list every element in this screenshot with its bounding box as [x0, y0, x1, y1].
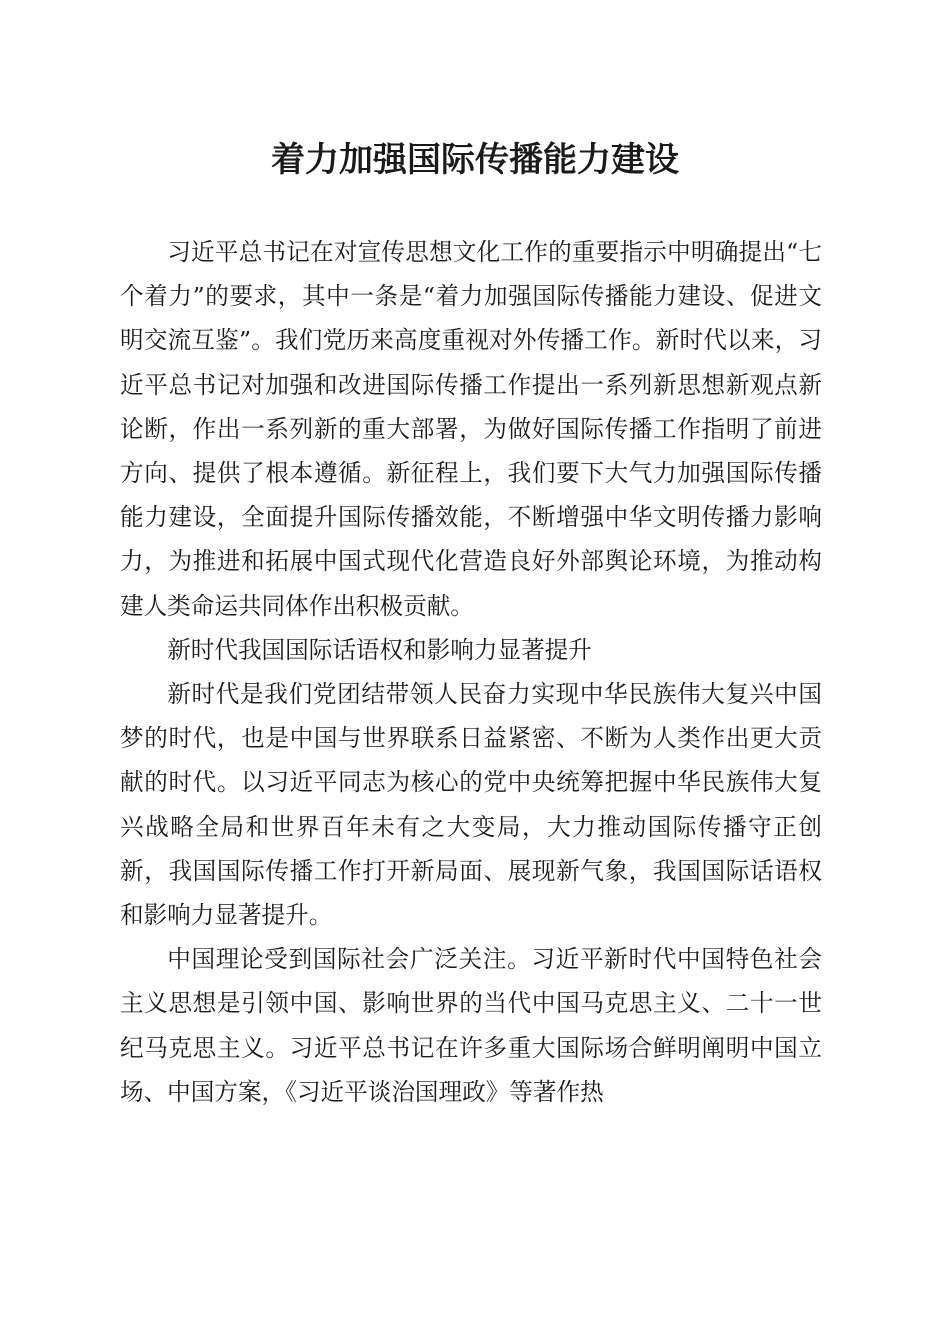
document-title: 着力加强国际传播能力建设	[271, 140, 679, 180]
paragraph-china-theory: 中国理论受到国际社会广泛关注。习近平新时代中国特色社会主义思想是引领中国、影响世界的当代中国马克思主义、二十一世纪马克思主义。习近平总书记在许多重大国际场合鲜明阐明中国立场、中国方案，《习近平谈治国理政》等著作热	[120, 945, 822, 1106]
document-body	[120, 230, 822, 1114]
section-heading: 新时代我国国际话语权和影响力显著提升	[167, 635, 592, 664]
paragraph-new-era: 新时代是我们党团结带领人民奋力实现中华民族伟大复兴中国梦的时代，也是中国与世界联系日益紧密、不断为人类作出更大贡献的时代。以习近平同志为核心的党中央统筹把握中华民族伟大复兴战略全局和世界百年未有之大变局，大力推动国际传播守正创新，我国国际传播工作打开新局面、展现新气象，我国国际话语权和影响力显著提升。	[120, 680, 822, 930]
paragraph-intro: 习近平总书记在对宣传思想文化工作的重要指示中明确提出“七个着力”的要求，其中一条是“着力加强国际传播能力建设、促进文明交流互鉴”。我们党历来高度重视对外传播工作。新时代以来，习近平总书记对加强和改进国际传播工作提出一系列新思想新观点新论断，作出一系列新的重大部署，为做好国际传播工作指明了前进方向、提供了根本遵循。新征程上，我们要下大气力加强国际传播能力建设，全面提升国际传播效能，不断增强中华文明传播力影响力，为推进和拓展中国式现代化营造良好外部舆论环境，为推动构建人类命运共同体作出积极贡献。	[120, 238, 822, 620]
